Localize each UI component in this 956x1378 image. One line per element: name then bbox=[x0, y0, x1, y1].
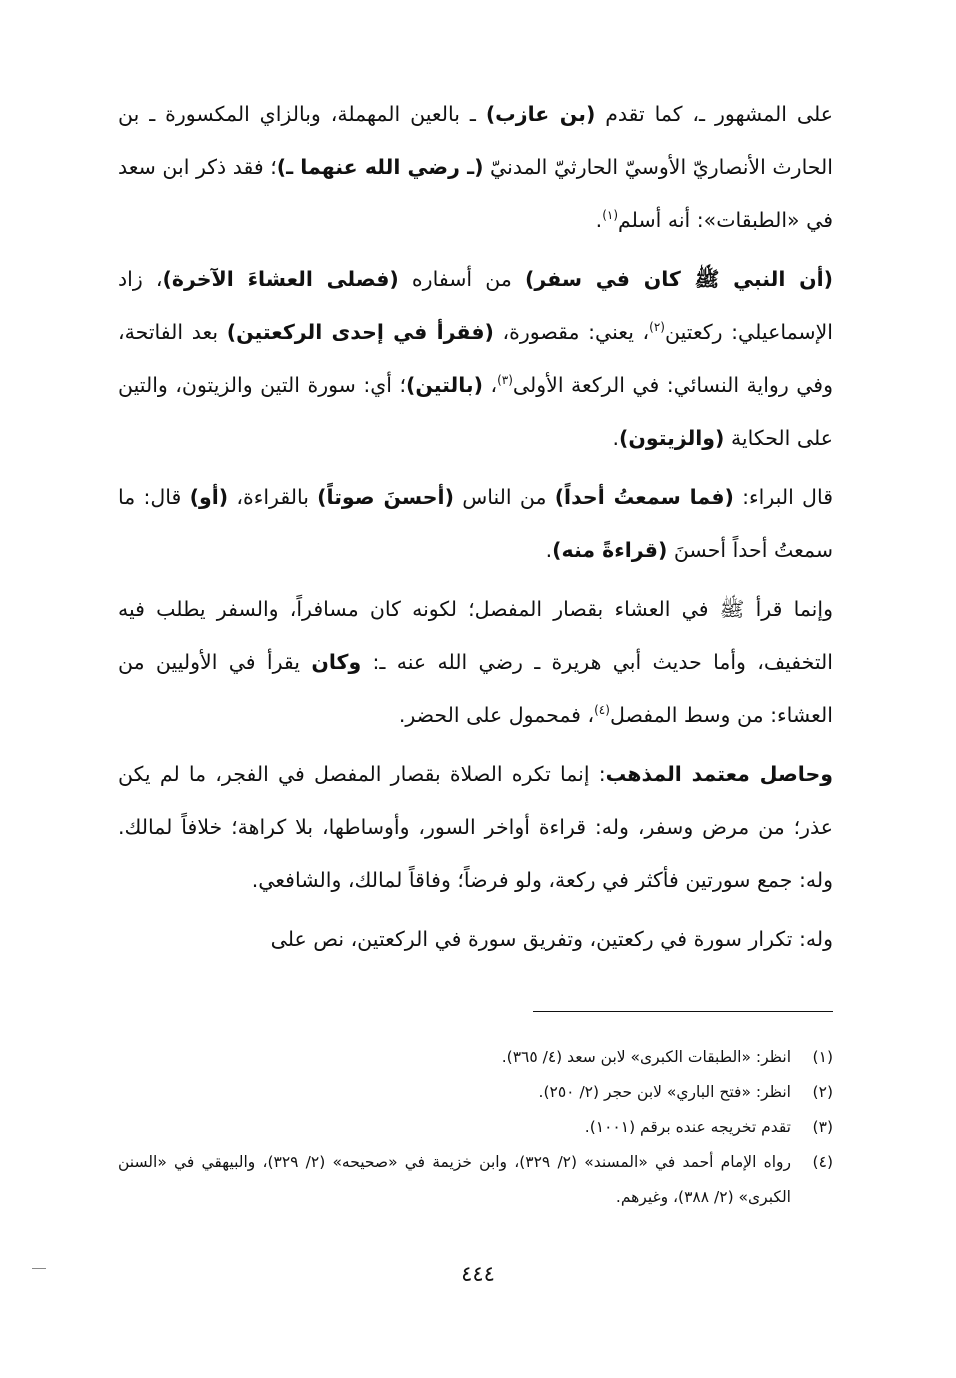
footnote-reference: (١) bbox=[602, 208, 619, 223]
text-segment: قال: ما سمعتُ أحداً أحسنَ bbox=[118, 485, 833, 562]
bold-quote: (والزيتون) bbox=[619, 426, 725, 450]
text-segment: ؛ أي: سورة التين والزيتون، والتين على الحكاية bbox=[118, 373, 833, 450]
footnote-text: انظر: «فتح الباري» لابن حجر (٢/ ٢٥٠). bbox=[538, 1083, 791, 1101]
bold-quote: (أو) bbox=[189, 485, 229, 509]
text-segment: على المشهور ـ، كما تقدم bbox=[595, 102, 833, 126]
bold-quote: (أن النبي ﷺ كان في سفر) bbox=[524, 267, 834, 291]
paragraph bbox=[118, 748, 833, 907]
text-segment: . bbox=[545, 538, 553, 562]
paragraph bbox=[118, 583, 833, 742]
text-segment: ، زاد الإسماعيلي: ركعتين bbox=[118, 267, 833, 344]
main-text bbox=[118, 88, 833, 972]
text-segment: ؛ فقد ذكر ابن سعد في «الطبقات»: أنه أسلم bbox=[118, 155, 833, 232]
bold-quote: (بن عازب) bbox=[485, 102, 596, 126]
text-segment: قال البراء: bbox=[733, 485, 833, 509]
paragraph bbox=[118, 471, 833, 577]
footnote-number: (٣) bbox=[812, 1118, 833, 1136]
text-segment: من أسفاره bbox=[398, 267, 525, 291]
bold-quote: وحاصل معتمد المذهب bbox=[605, 762, 833, 786]
bold-quote: (فصلى العشاءَ الآخرة) bbox=[162, 267, 399, 291]
text-segment: يقرأ في الأوليين من العشاء: من وسط المفصل bbox=[118, 650, 833, 727]
text-segment: . bbox=[612, 426, 620, 450]
text-segment: ، يعني: مقصورة، bbox=[493, 320, 650, 344]
footnote-divider bbox=[533, 1011, 833, 1012]
paragraph bbox=[118, 88, 833, 247]
footnote-reference: (٤) bbox=[594, 703, 610, 718]
bold-quote: وكان bbox=[311, 650, 362, 674]
text-segment: بعد الفاتحة، وفي رواية النسائي: في الركعة الأولى bbox=[118, 320, 833, 397]
bold-quote: (فما سمعتُ أحداً) bbox=[554, 485, 734, 509]
footnotes bbox=[118, 1040, 833, 1215]
footnote-text: رواه الإمام أحمد في «المسند» (٢/ ٣٢٩)، وابن خزيمة في «صحيحه» (٢/ ٣٢٩)، والبيهقي في «السنن الكبرى» (٢/ ٣٨٨)، وغيرهم. bbox=[118, 1153, 792, 1206]
text-segment: ، فمحمول على الحضر. bbox=[398, 703, 595, 727]
text-segment: ، bbox=[482, 373, 498, 397]
footnote-number: (٢) bbox=[812, 1083, 833, 1101]
footnote bbox=[118, 1075, 833, 1110]
paragraph bbox=[118, 253, 833, 465]
bold-quote: (أحسنَ صوتاً) bbox=[317, 485, 454, 509]
text-segment: وله: تكرار سورة في ركعتين، وتفريق سورة في الركعتين، نص على bbox=[270, 927, 833, 951]
paragraph bbox=[118, 913, 833, 966]
text-segment: : إنما تكره الصلاة بقصار المفصل في الفجر، ما لم يكن عذر؛ من مرض وسفر، وله: قراءة أواخر السور، وأوساطها، بلا كراهة؛ خلافاً لمالك. وله: جمع سورتين فأكثر في ركعة، ولو فرضاً؛ وفاقاً لمالك، والشافعي. bbox=[118, 762, 833, 892]
margin-mark bbox=[32, 1268, 46, 1269]
text-segment: . bbox=[595, 208, 603, 232]
footnote-reference: (٢) bbox=[649, 320, 665, 335]
footnote-number: (١) bbox=[812, 1048, 833, 1066]
bold-quote: (قراءةً منه) bbox=[552, 538, 668, 562]
bold-quote: (ـ رضي الله عنهما ـ) bbox=[276, 155, 484, 179]
bold-quote: (بالتين) bbox=[405, 373, 483, 397]
footnote bbox=[118, 1110, 833, 1145]
footnote-text: انظر: «الطبقات الكبرى» لابن سعد (٤/ ٣٦٥). bbox=[501, 1048, 791, 1066]
footnote-text: تقدم تخريجه عنده برقم (١٠٠١). bbox=[584, 1118, 791, 1136]
text-segment: وإنما قرأ ﷺ في العشاء بقصار المفصل؛ لكونه كان مسافراً، والسفر يطلب فيه التخفيف، وأما حديث أبي هريرة ـ رضي الله عنه ـ: bbox=[118, 597, 833, 674]
bold-quote: (فقرأ في إحدى الركعتين) bbox=[226, 320, 494, 344]
text-segment: ـ بالعين المهملة، وبالزاي المكسورة ـ بن الحارث الأنصاريّ الأوسيّ الحارثيّ المدنيّ bbox=[118, 102, 833, 179]
footnote-number: (٤) bbox=[812, 1153, 833, 1171]
text-segment: بالقراءة، bbox=[228, 485, 318, 509]
page-number: ٤٤٤ bbox=[461, 1262, 495, 1286]
footnote-reference: (٣) bbox=[497, 373, 513, 388]
footnote bbox=[118, 1040, 833, 1075]
footnote bbox=[118, 1145, 833, 1215]
text-segment: من الناس bbox=[453, 485, 555, 509]
